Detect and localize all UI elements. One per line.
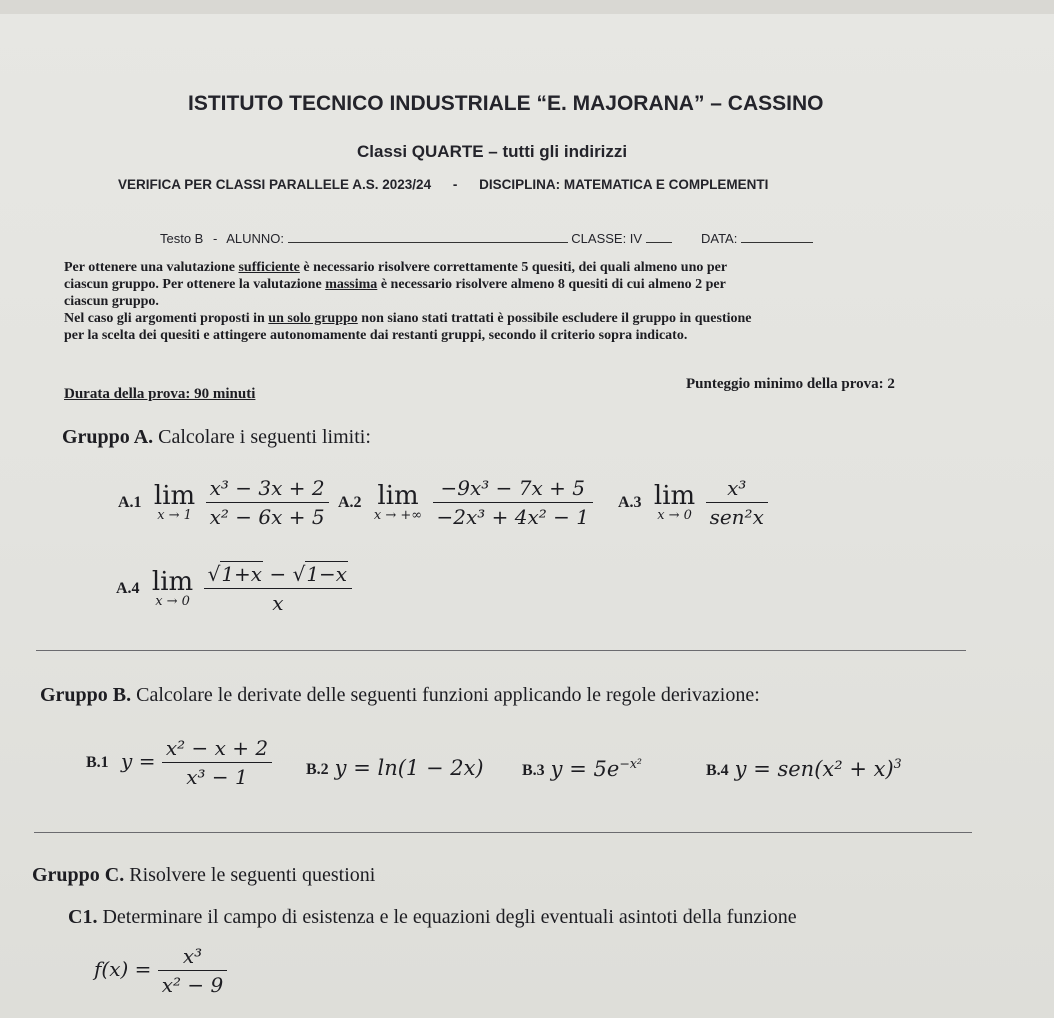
divider-a bbox=[36, 650, 966, 651]
derivative-b2: B.2 y = ln(1 − 2x) bbox=[306, 756, 484, 780]
instructions bbox=[64, 259, 752, 344]
derivative-b4: B.4 $y = sen(x^2 + x)^3$ bbox=[706, 756, 902, 781]
duration: Durata della prova: 90 minuti bbox=[64, 386, 256, 402]
exam-sheet bbox=[0, 14, 1054, 1018]
classes-line: Classi QUARTE – tutti gli indirizzi bbox=[357, 142, 628, 161]
date-field[interactable] bbox=[741, 230, 813, 243]
class-label: CLASSE: IV bbox=[571, 231, 643, 246]
group-a-heading: Gruppo A. Calcolare i seguenti limiti: bbox=[62, 426, 371, 448]
instruction-line-5: per la scelta dei quesiti e attingere autonomamente dai restanti gruppi, secondo il criterio sopra indicato. bbox=[64, 328, 688, 343]
derivative-b1: B.1 y = $\frac{\text{x² − x + 2}}{\text{x³ − 1}}$ bbox=[86, 736, 272, 789]
student-label: ALUNNO: bbox=[226, 231, 285, 246]
question-c1: C1. Determinare il campo di esistenza e le equazioni degli eventuali asintoti della funzione bbox=[68, 906, 797, 928]
instruction-line-1: Per ottenere una valutazione sufficiente è necessario risolvere correttamente 5 quesiti, dei quali almeno uno per bbox=[64, 260, 728, 275]
date-label: DATA: bbox=[700, 231, 738, 246]
limit-a1: A.1 lim x → 1 $\frac{\text{x³ − 3x + 2}}{\text{x² − 6x + 5}}$ bbox=[118, 476, 329, 529]
student-name-field[interactable] bbox=[288, 230, 568, 243]
instruction-line-2: ciascun gruppo. Per ottenere la valutazione massima è necessario risolvere almeno 8 quesiti di cui almeno 2 per bbox=[64, 277, 726, 292]
limit-a3: A.3 lim x → 0 $\frac{\text{x³}}{\text{sen²x}}$ bbox=[618, 476, 768, 529]
school-title: ISTITUTO TECNICO INDUSTRIALE “E. MAJORANA” – CASSINO bbox=[188, 92, 824, 115]
group-c-heading: Gruppo C. Risolvere le seguenti questioni bbox=[32, 864, 376, 886]
exam-title: VERIFICA PER CLASSI PARALLELE A.S. 2023/24 bbox=[118, 177, 432, 192]
divider-b bbox=[34, 832, 972, 833]
exam-line: VERIFICA PER CLASSI PARALLELE A.S. 2023/24 - DISCIPLINA: MATEMATICA E COMPLEMENTI bbox=[118, 177, 769, 192]
student-row: Testo B - ALUNNO: CLASSE: IV DATA: bbox=[160, 230, 813, 246]
instruction-line-3: ciascun gruppo. bbox=[64, 294, 159, 309]
limit-a2: A.2 lim x → +∞ $\frac{\text{−9x³ − 7x + 5}}{\text{−2x³ + 4x² − 1}}$ bbox=[338, 476, 593, 529]
class-field[interactable] bbox=[646, 230, 672, 243]
test-label: Testo B bbox=[160, 231, 204, 246]
derivative-b3: B.3 $y = 5e^{-x^2}$ bbox=[522, 756, 642, 781]
min-score: Punteggio minimo della prova: 2 bbox=[686, 376, 895, 392]
function-c1: f(x) = $\frac{\text{x³}}{\text{x² − 9}}$ bbox=[94, 944, 227, 997]
group-b-heading: Gruppo B. Calcolare le derivate delle seguenti funzioni applicando le regole derivazione: bbox=[40, 684, 760, 706]
instruction-line-4: Nel caso gli argomenti proposti in un solo gruppo non siano stati trattati è possibile escludere il gruppo in questione bbox=[64, 311, 752, 326]
subject-title: DISCIPLINA: MATEMATICA E COMPLEMENTI bbox=[479, 177, 769, 192]
limit-a4: A.4 lim x → 0 $\frac{√1+x - √1-x}{x}$ bbox=[116, 562, 352, 615]
